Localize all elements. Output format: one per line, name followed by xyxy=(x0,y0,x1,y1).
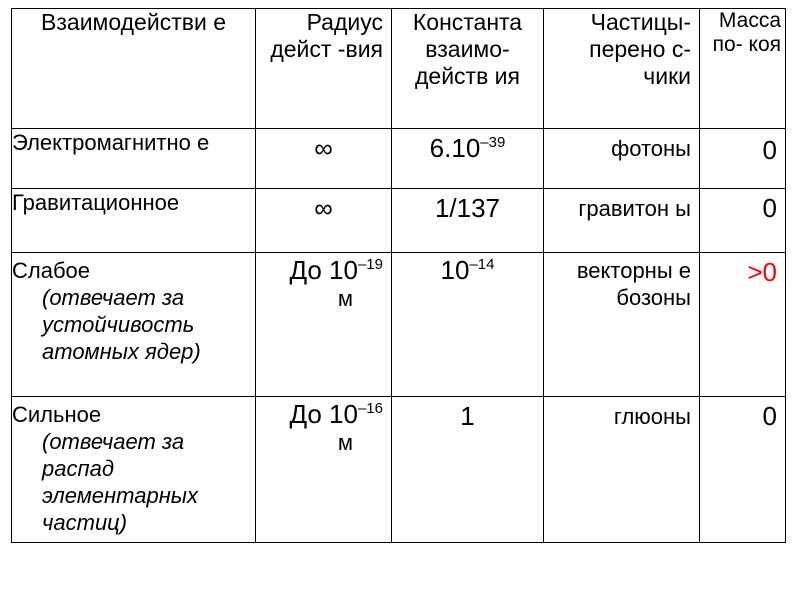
header-radius: Радиус дейст -вия xyxy=(256,9,392,129)
interaction-note: (отвечает за распад элементарных частиц) xyxy=(42,429,198,535)
mass-cell: 0 xyxy=(700,397,786,543)
radius-cell: ∞ xyxy=(256,189,392,253)
header-constant: Константа взаимо- действ ия xyxy=(392,9,544,129)
table-row-electromagnetic xyxy=(12,129,786,189)
header-row xyxy=(12,9,786,129)
row-name-cell xyxy=(12,253,256,397)
mass-cell: 0 xyxy=(700,129,786,189)
carriers-cell: фотоны xyxy=(544,129,700,189)
carriers-cell: глюоны xyxy=(544,397,700,543)
row-name-cell xyxy=(12,397,256,543)
mass-cell: >0 xyxy=(700,253,786,397)
interactions-table xyxy=(11,8,786,543)
table-row-weak xyxy=(12,253,786,397)
row-name-cell: Электромагнитно е xyxy=(12,129,256,189)
carriers-cell: гравитон ы xyxy=(544,189,700,253)
table-row-gravitational xyxy=(12,189,786,253)
header-carriers: Частицы- перено с-чики xyxy=(544,9,700,129)
radius-cell: До $10^{-19}$ м xyxy=(256,253,392,397)
row-name-cell: Гравитационное xyxy=(12,189,256,253)
radius-cell: До $10^{-16}$ м xyxy=(256,397,392,543)
interaction-note: (отвечает за устойчивость атомных ядер) xyxy=(42,285,201,364)
constant-cell: 1/137 xyxy=(392,189,544,253)
constant-cell: 1 xyxy=(392,397,544,543)
interaction-name: Слабое xyxy=(12,258,91,283)
interaction-name: Сильное xyxy=(12,402,102,427)
table-row-strong xyxy=(12,397,786,543)
constant-cell: $10^{-14}$ xyxy=(392,253,544,397)
header-mass: Масса по- коя xyxy=(700,9,786,129)
carriers-cell: векторны е бозоны xyxy=(544,253,700,397)
constant-cell: $6.10^{-39}$ xyxy=(392,129,544,189)
mass-cell: 0 xyxy=(700,189,786,253)
header-interaction: Взаимодействи е xyxy=(12,9,256,129)
radius-cell: ∞ xyxy=(256,129,392,189)
